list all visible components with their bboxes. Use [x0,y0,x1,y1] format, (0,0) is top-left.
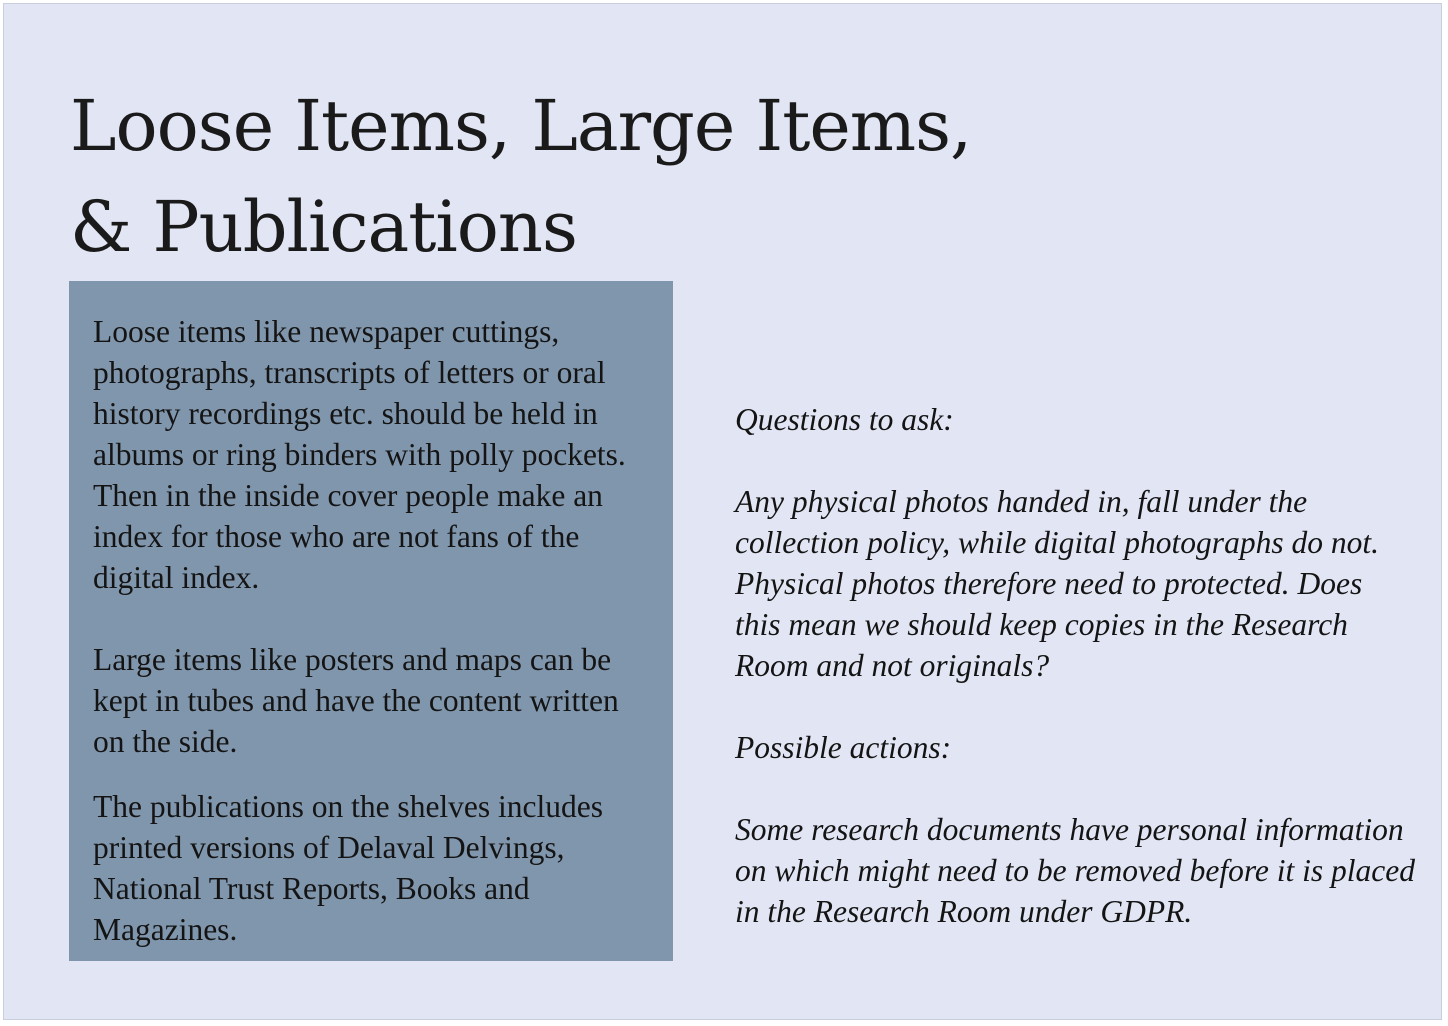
large-items-paragraph: Large items like posters and maps can be kept in tubes and have the content written on the side. [93,642,619,759]
page-title [70,76,1070,278]
info-box [69,281,673,961]
loose-items-paragraph: Loose items like newspaper cuttings, photographs, transcripts of letters or oral history recordings etc. should be held in albums or ring binders with polly pockets. Then in the inside cover people make an index for those who are not fans of the digital index. [93,314,626,595]
questions-heading: Questions to ask: [735,402,954,437]
slide [3,3,1442,1020]
title-line-1: Loose Items, Large Items, [70,85,972,167]
actions-text: Some research documents have personal information on which might need to be removed before it is placed in the Research Room under GDPR. [735,812,1416,929]
publications-paragraph: The publications on the shelves includes printed versions of Delaval Delvings, National Trust Reports, Books and Magazines. [93,789,604,947]
title-line-2: & Publications [70,186,577,268]
questions-text: Any physical photos handed in, fall under the collection policy, while digital photographs do not. Physical photos therefore need to protected. Does this mean we should keep copies in the Research Room and not originals? [735,484,1379,683]
notes-section [735,399,1415,932]
actions-heading: Possible actions: [735,730,952,765]
